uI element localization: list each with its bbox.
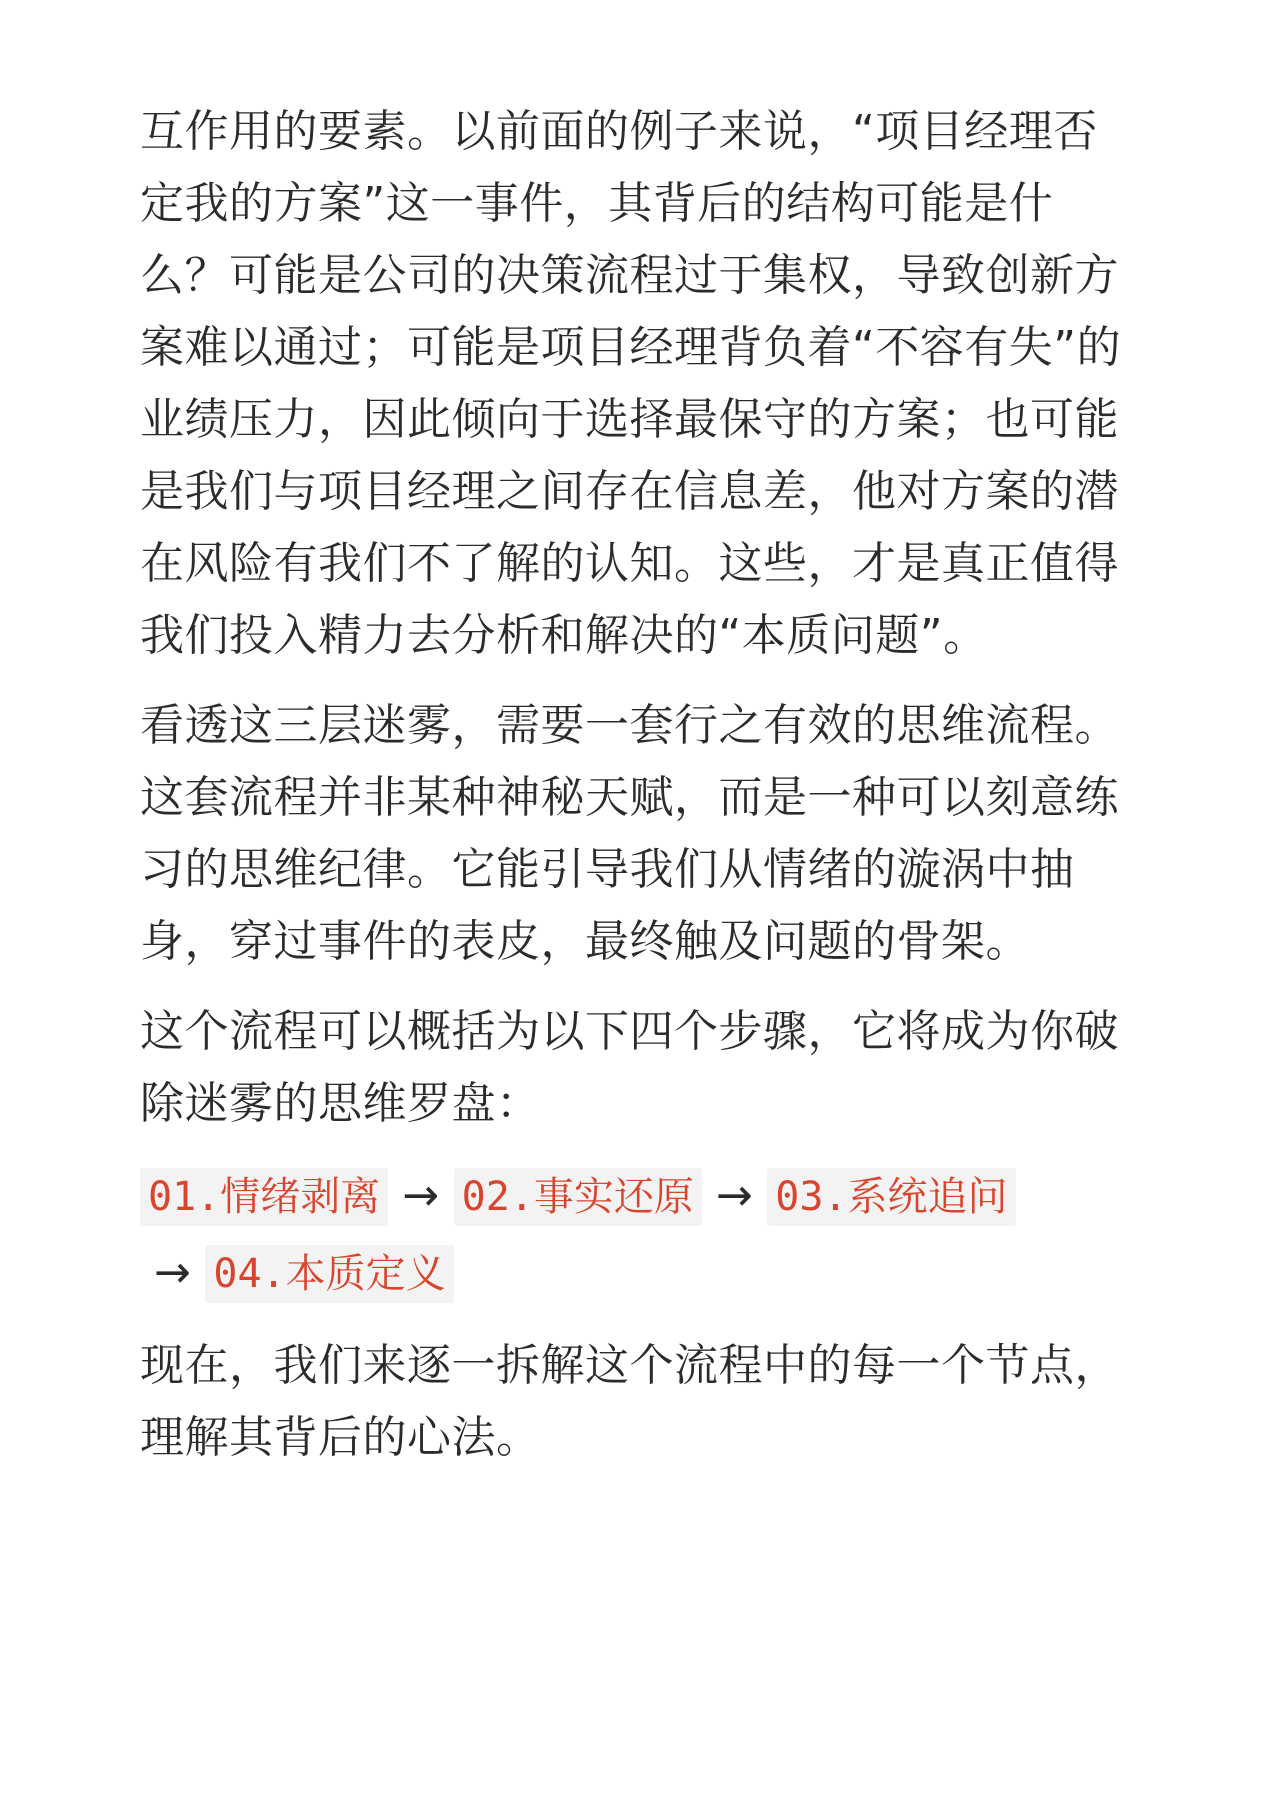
step-label: 系统追问 (847, 1174, 1008, 1220)
step-system-questioning (767, 1168, 1015, 1226)
arrow-right-icon: → (154, 1247, 192, 1298)
paragraph-thinking-process: 看透这三层迷雾，需要一套行之有效的思维流程。这套流程并非某种神秘天赋，而是一种可以刻意练习的思维纪律。它能引导我们从情绪的漩涡中抽身，穿过事件的表皮，最终触及问题的骨架。 (140, 700, 1119, 967)
step-label: 情绪剥离 (220, 1174, 381, 1220)
article-body (140, 96, 1140, 1492)
paragraph-four-steps-intro: 这个流程可以概括为以下四个步骤，它将成为你破除迷雾的思维罗盘： (140, 1006, 1119, 1129)
step-number: 04. (213, 1251, 286, 1297)
paragraph-closing: 现在，我们来逐一拆解这个流程中的每一个节点，理解其背后的心法。 (140, 1340, 1119, 1463)
step-number: 02. (461, 1174, 534, 1220)
step-essence-definition (205, 1245, 453, 1303)
paragraph-structure-example: 互作用的要素。以前面的例子来说，“项目经理否定我的方案”这一事件，其背后的结构可能是什么？可能是公司的决策流程过于集权，导致创新方案难以通过；可能是项目经理背负着“不容有失”的业绩压力，因此倾向于选择最保守的方案；也可能是我们与项目经理之间存在信息差，他对方案的潜在风险有我们不了解的认知。这些，才是真正值得我们投入精力去分析和解决的“本质问题”。 (140, 106, 1122, 661)
step-number: 01. (148, 1174, 221, 1220)
step-fact-restoration (454, 1168, 702, 1226)
step-emotion-separation (140, 1168, 388, 1226)
step-number: 03. (775, 1174, 848, 1220)
arrow-right-icon: → (715, 1170, 754, 1221)
arrow-right-icon: → (402, 1170, 440, 1221)
steps-flow (140, 1158, 1140, 1312)
step-label: 本质定义 (285, 1251, 446, 1297)
step-label: 事实还原 (533, 1174, 694, 1220)
